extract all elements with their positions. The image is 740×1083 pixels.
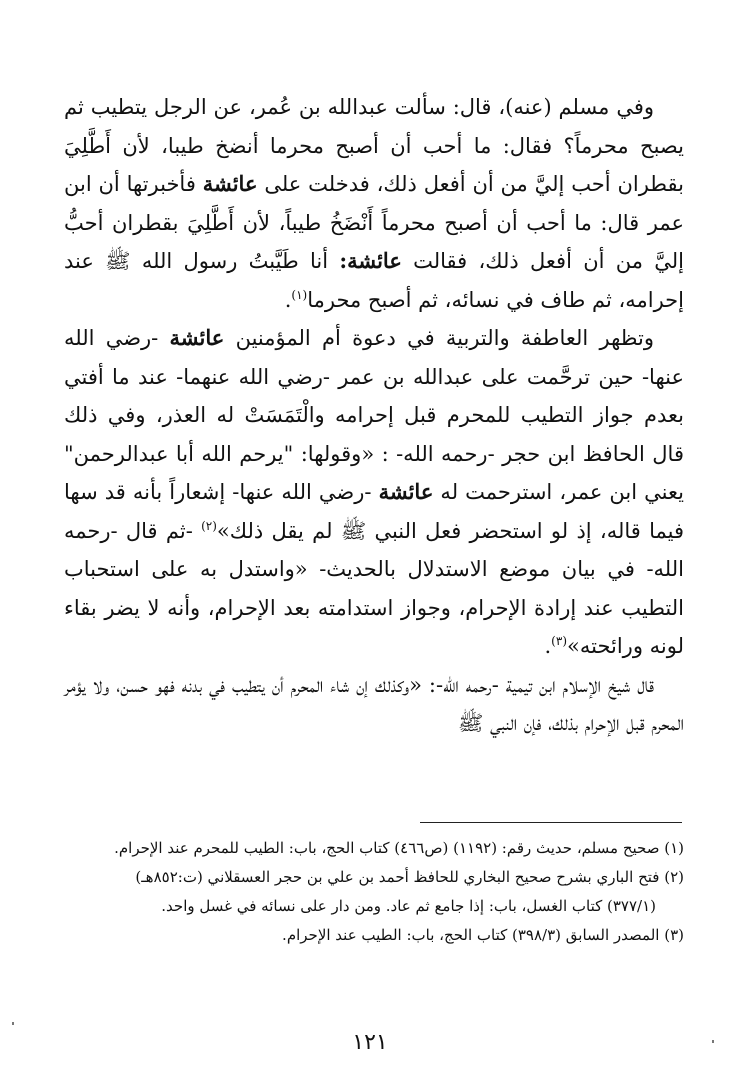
text-run: وتظهر العاطفة والتربية في دعوة أم المؤمنين <box>224 326 654 350</box>
text-run: . <box>544 634 552 658</box>
text-run: قال شيخ الإسلام ابن تيمية -رحمه الله-: «وكذلك إن شاء المحرم أن يتطيب في بدنه فهو حسن، ولا يؤمر المحرم قبل الإحرام بذلك، فإن النبي ﷺ <box>64 672 684 735</box>
paragraph-3 <box>64 666 684 743</box>
text-run: . <box>284 287 292 312</box>
footnote-ref: (٢) <box>201 518 217 533</box>
scan-speck <box>712 1040 714 1043</box>
paragraph-1 <box>64 88 684 319</box>
main-text <box>64 88 684 743</box>
bold-name: عائشة <box>169 325 225 350</box>
footnote-ref: (١) <box>291 287 308 302</box>
text-run: -رضي الله عنها- حين ترحَّمت على عبدالله بن عمر -رضي الله عنهما- عند ما أفتي بعدم جواز التطيب للمحرم قبل إحرامه والْتَمَسَتْ له العذر، وفي ذلك قال الحافظ ابن حجر -رحمه الله- : «وقولها: "يرحم الله أبا عبدالرحمن" يعني ابن عمر، استرحمت له <box>64 326 684 504</box>
footnote-3: (٣) المصدر السابق (٣٩٨/٣) كتاب الحج، باب: الطيب عند الإحرام. <box>282 926 684 944</box>
scan-speck <box>12 1022 14 1025</box>
text-run: أنا طَيَّبتُ رسول الله ﷺ عند إحرامه، ثم طاف في نسائه، ثم أصبح محرما <box>64 249 684 312</box>
paragraph-2 <box>64 319 684 666</box>
footnote-divider <box>420 822 682 823</box>
text-run: -ثم قال -رحمه الله- في بيان موضع الاستدلال بالحديث- «واستدل به على استحباب التطيب عند إرادة الإحرام، وجواز استدامته بعد الإحرام، وأنه لا يضر بقاء لونه ورائحته» <box>64 518 684 658</box>
footnote-2-continued: (٣٧٧/١) كتاب الغسل، باب: إذا جامع ثم عاد. ومن دار على نسائه في غسل واحد. <box>161 897 656 915</box>
footnote-2: (٢) فتح الباري بشرح صحيح البخاري للحافظ أحمد بن علي بن حجر العسقلاني (ت:٨٥٢هـ) <box>135 868 684 886</box>
page-number: ١٢١ <box>352 1030 388 1055</box>
footnote-1: (١) صحيح مسلم، حديث رقم: (١١٩٢) (ص٤٦٦) كتاب الحج، باب: الطيب للمحرم عند الإحرام. <box>114 839 684 857</box>
bold-name: عائشة <box>202 171 258 196</box>
text-run: فأخبرتها أن ابن عمر قال: ما أحب أن أصبح محرماً أَنْضَخُ طيباً، لأن أَطَّلِيَ بقطران أحبُّ إليَّ من أن أفعل ذلك، فقالت <box>64 172 684 273</box>
footnote-ref: (٣) <box>551 634 567 648</box>
footnotes <box>60 834 684 950</box>
text-run: -رضي الله عنها- إشعاراً بأنه قد سها فيما قاله، إذ لو استحضر فعل النبي ﷺ لم يقل ذلك» <box>64 480 684 543</box>
bold-name: عائشة <box>378 479 434 504</box>
bold-name: عائشة: <box>339 248 402 273</box>
text-run: وفي مسلم (عنه)، قال: سألت عبدالله بن عُمر، عن الرجل يتطيب ثم يصبح محرماً؟ فقال: ما أحب أن أصبح محرما أنضخ طيبا، لأن أَطَّلِيَ بقطران أحب إليَّ من أن أفعل ذلك، فدخلت على <box>64 95 685 196</box>
